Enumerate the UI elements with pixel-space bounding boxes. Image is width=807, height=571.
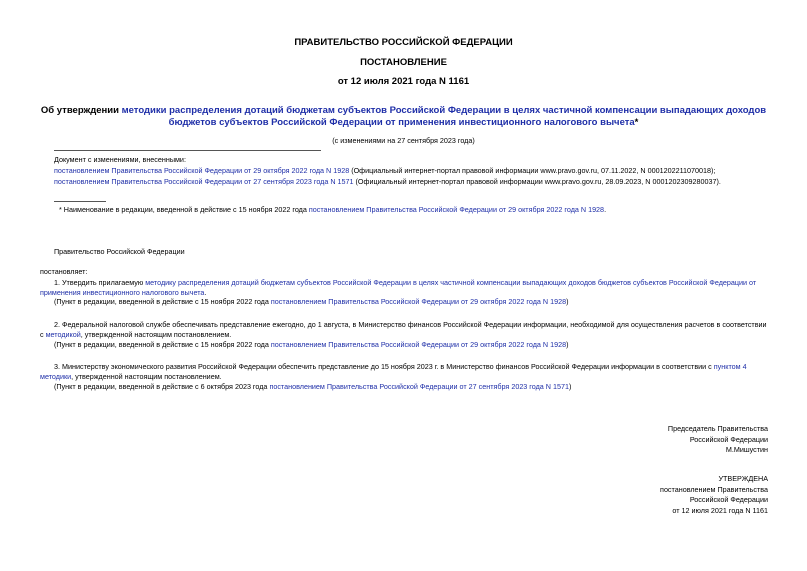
decides-label: постановляет:	[40, 267, 88, 276]
methodology-ref-link[interactable]: методикой	[45, 330, 81, 339]
note-link-1928[interactable]: постановлением Правительства Российской Федерации от 29 октября 2022 года N 1928	[270, 297, 567, 306]
change-link-1928[interactable]: постановлением Правительства Российской Федерации от 29 октября 2022 года N 1928	[54, 166, 350, 175]
paragraph-text: 1. Утвердить прилагаемую	[54, 278, 146, 287]
document-title	[40, 105, 767, 129]
change-item-text: (Официальный интернет-портал правовой информации www.pravo.gov.ru, 07.11.2022, N 0001202211070018);	[349, 166, 716, 175]
footnote-text: * Наименование в редакции, введенной в действие с 15 ноября 2022 года	[59, 205, 309, 214]
government-label: Правительство Российской Федерации	[54, 247, 185, 256]
paragraph-1-note	[54, 297, 568, 307]
note-text: (Пункт в редакции, введенной в действие с 6 октября 2023 года	[54, 382, 270, 391]
methodology-item-4-link[interactable]: пунктом 4 методики	[40, 362, 747, 381]
paragraph-3-note	[54, 382, 571, 392]
paragraph-end: .	[204, 288, 207, 297]
methodology-link[interactable]: методику распределения дотаций бюджетам субъектов Российской Федерации в целях частичной компенсации выпадающих доходов бюджетов субъектов Российской Федерации от применения инвестиционного налогового вычета	[40, 278, 757, 297]
paragraph-text: 2. Федеральной налоговой службе обеспечивать представление ежегодно, до 1 августа, в Министерство финансов Российской Федерации информации, необходимой для осуществления расчетов в соответствии с	[40, 320, 767, 339]
note-link-1571[interactable]: постановлением Правительства Российской Федерации от 27 сентября 2023 года N 1571	[269, 382, 569, 391]
signature-name: М.Мишустин	[725, 445, 768, 454]
approval-heading: УТВЕРЖДЕНА	[718, 474, 768, 483]
signature-org: Российской Федерации	[689, 434, 768, 444]
separator-rule	[54, 150, 321, 151]
note-text: (Пункт в редакции, введенной в действие с 15 ноября 2022 года	[54, 297, 271, 306]
paragraph-end: , утвержденной настоящим постановлением.	[71, 372, 222, 381]
paragraph-2-note	[54, 340, 568, 350]
note-link-1928[interactable]: постановлением Правительства Российской Федерации от 29 октября 2022 года N 1928	[270, 340, 567, 349]
footnote-end: .	[604, 205, 607, 214]
footnote	[59, 205, 606, 215]
note-end: )	[566, 297, 569, 306]
doc-type-heading: ПОСТАНОВЛЕНИЕ	[360, 57, 447, 68]
changes-intro: Документ с изменениями, внесенными:	[54, 155, 186, 164]
paragraph-3	[40, 362, 768, 382]
change-item-text: (Официальный интернет-портал правовой информации www.pravo.gov.ru, 28.09.2023, N 0001202309280037).	[353, 177, 721, 186]
note-text: (Пункт в редакции, введенной в действие с 15 ноября 2022 года	[54, 340, 271, 349]
date-number-heading: от 12 июля 2021 года N 1161	[337, 76, 470, 87]
paragraph-text: 3. Министерству экономического развития Российской Федерации обеспечить представление до 15 ноября 2023 г. в Министерство финансов Российской Федерации информации в соответствии с	[54, 362, 714, 371]
paragraph-end: , утвержденной настоящим постановлением.	[80, 330, 232, 339]
signature-position: Председатель Правительства	[667, 424, 768, 433]
title-prefix: Об утверждении	[40, 105, 122, 116]
note-end: )	[568, 382, 572, 391]
paragraph-1	[40, 278, 768, 298]
title-suffix: *	[634, 117, 639, 128]
approval-org: Российской Федерации	[689, 495, 768, 504]
changes-note: (с изменениями на 27 сентября 2023 года)	[332, 136, 475, 145]
note-end: )	[566, 340, 569, 349]
title-methodology-link[interactable]: методики распределения дотаций бюджетам субъектов Российской Федерации в целях частичной компенсации выпадающих доходов бюджетов субъектов Российской Федерации от применения инвестиционного налогового вычета	[121, 105, 767, 128]
approval-date: от 12 июля 2021 года N 1161	[672, 505, 768, 515]
approval-block	[660, 474, 768, 516]
signature-block	[668, 424, 768, 456]
org-heading: ПРАВИТЕЛЬСТВО РОССИЙСКОЙ ФЕДЕРАЦИИ	[294, 37, 513, 48]
footnote-rule	[54, 201, 106, 202]
approval-by: постановлением Правительства	[660, 484, 768, 494]
change-item	[54, 177, 721, 187]
change-link-1571[interactable]: постановлением Правительства Российской Федерации от 27 сентября 2023 года N 1571	[54, 177, 354, 186]
paragraph-2	[40, 320, 768, 340]
change-item	[54, 166, 715, 176]
footnote-link[interactable]: постановлением Правительства Российской Федерации от 29 октября 2022 года N 1928	[308, 205, 605, 214]
